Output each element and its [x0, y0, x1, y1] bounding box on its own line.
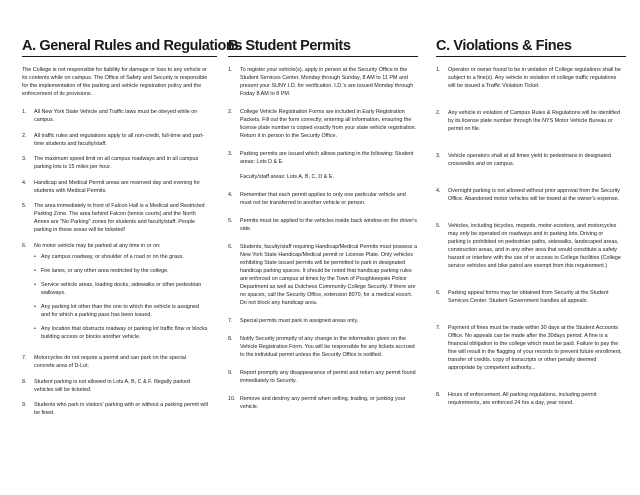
section-b-underline [228, 56, 418, 57]
section-a-list [22, 108, 208, 417]
section-c-title: C. Violations & Fines [436, 38, 572, 54]
list-item: 9. Report promptly any disappearance of permit and return any permit found immediately to Security. [228, 370, 416, 384]
section-violations-fines [436, 38, 622, 426]
list-item: 2. Any vehicle in violation of Campus Rules & Regulations will be identified by its license plate number through the NYS Motor Vehicle Bureau or permit on file. [436, 110, 620, 132]
list-item: 1. To register your vehicle(s), apply in person at the Security Office in the Student Services Center, Monday through Sunday, 8 AM to 11 PM and present your SUNY I.D. for verification. I.D.'s are issued Monday through Friday 8 AM to 8 PM. [228, 67, 414, 97]
list-item: 5. The area immediately in front of Falcon Hall is a Medical and Restricted Parking Zone. The area behind Falcon (tennis courts) and the North Annex are "No Parking" zones for students and faculty/staff. People parking in these areas will be ticketed! [22, 203, 205, 233]
section-a-intro: The College is not responsible for liability for damage or loss to any vehicle or its contents while on campus. The Office of Safety and Security is responsible for the implementation of the parking and vehicle registration policy and the enforcement of its provisions. [22, 67, 208, 97]
list-item: 6. Parking appeal forms may be obtained from Security at the Student Services Center. Student Government handles all appeals. [436, 290, 609, 304]
bullet-icon: • [34, 303, 36, 310]
list-item: 4. Remember that each permit applies to only one particular vehicle and must not be transferred to another vehicle or person. [228, 192, 406, 206]
faculty-staff-areas: Faculty/staff areas: Lots A, B, C, D & E. [240, 174, 334, 180]
list-item: 7. Payment of fines must be made within 30 days at the Student Accounts Office. No appeals can be made after the 30days period. A fine is a financial obligation to the college which must be paid. Failure to pay the fine will result in the flagging of your records to prevent future enrollment, transfer of credits, copy of transcripts or other penalty deemed appropriate by competent authority... [436, 325, 622, 371]
list-item: 3. The maximum speed limit on all campus roadways and in all campus parking lots is 15 miles per hour. [22, 156, 199, 170]
section-student-permits [228, 38, 418, 421]
list-item: 4. Overnight parking is not allowed without prior approval from the Security Office. Abandoned motor vehicles will be towed at the owner's expense. [436, 188, 620, 202]
list-item: 1. All New York State Vehicle and Traffic laws must be obeyed while on campus. [22, 109, 198, 123]
list-item: 8. Notify Security promptly of any change in the information given on the Vehicle Registration Form. You will be responsible for any tickets accrued to the individual permit unless the Security Office is notified. [228, 336, 415, 358]
bullet-icon: • [34, 325, 36, 332]
list-item: 9. Students who park in visitors' parking with or without a parking permit will be fined. [22, 402, 208, 416]
bullet-icon: • [34, 267, 36, 274]
list-item: 5. Vehicles, including bicycles, mopeds, motor-scooters, and motorcycles may only be operated on roadways and in parking lots. Driving or parking is prohibited on pedestrian paths, sidewalks, landscaped areas, construction areas, and in any other area that would constitute a safety hazard or interfere with the use of or access to College facilities (College service vehicles and bike patrol are exempt from this requirement.) [436, 223, 621, 269]
section-c-list [436, 66, 622, 407]
bullet-item: • Service vehicle areas, loading docks, sidewalks or other pedestrian walkways. [34, 281, 202, 296]
section-c-underline [436, 56, 626, 57]
section-general-rules [22, 38, 243, 425]
list-item: 7. Motorcycles do not require a permit and can park on the special concrete area of D-Lot. [22, 355, 186, 369]
list-item: 6. No motor vehicle may be parked at any time in or on: • Any campus roadway, or shoulder of a road or on the grass. • Fire lanes, or any other area restricted by the college. • Service vehicle areas, loading docks, sidewalks or other pedestrian walkways. • Any parking lot other than the one to which the vehicle is assigned and for which a parking pass has been issued. • Any location that obstructs roadway or parking lot traffic flow or blocks building access or blocks another vehicle. [22, 242, 208, 340]
list-item: 3. Parking permits are issued which allows parking in the following: Student areas: Lots D & E. Faculty/staff areas: Lots A, B, C, D & E. [228, 150, 418, 181]
list-item: 7. Special permits must park in assigned areas only. [228, 318, 359, 324]
list-item: 2. All traffic rules and regulations apply to all non-credit, full-time and part-time students and faculty/staff. [22, 132, 204, 147]
list-item: 4. Handicap and Medical Permit areas are reserved day and evening for students with Medical Permits. [22, 179, 201, 194]
section-a-underline [22, 56, 217, 57]
bullet-item: • Any parking lot other than the one to which the vehicle is assigned and for which a parking pass has been issued. [34, 303, 199, 318]
bullet-icon: • [34, 281, 36, 288]
list-item: 6. Students, faculty/staff requiring Handicap/Medical Permits must possess a New York State Handicap/Medical permit or License Plate. Only vehicles exhibiting State issued permits will be permitted to park in designated handicap parking spaces. It should be noted that handicap parking rules are enforced on campus at times by the Town of Poughkeepsie Police Department as well as Dutchess Community College Security. If there are no spaces, call the Security Office, extension 8070, for a medical escort. Do not block any handicap area. [228, 244, 417, 306]
list-item: 8. Hours of enforcement. All parking regulations, including permit requirements, are enforced 24 hrs a day, year round. [436, 392, 597, 406]
list-item: 3. Vehicle operators shall at all times yield to pedestrians in designated crosswalks and on campus. [436, 153, 612, 167]
list-item: 8. Student parking is not allowed in Lots A, B, C & F. Illegally parked vehicles will be ticketed. [22, 378, 190, 393]
list-item: 2. College Vehicle Registration Forms are included in Early Registration Packets. Fill out the form correctly; entering all information, ensuring the license plate number is copied exactly from your state vehicle registration. Return it in person to the Security Office. [228, 109, 417, 139]
section-b-list [228, 66, 418, 411]
list-item: 10. Remove and destroy any permit when selling, trading, or junking your vehicle. [228, 396, 406, 410]
section-b-title: B. Student Permits [228, 38, 351, 54]
no-parking-locations-list [34, 253, 208, 341]
bullet-item: • Any location that obstructs roadway or parking lot traffic flow or blocks building access or blocks another vehicle. [34, 325, 208, 340]
bullet-icon: • [34, 253, 36, 260]
bullet-item: • Fire lanes, or any other area restricted by the college. [34, 267, 169, 274]
bullet-item: • Any campus roadway, or shoulder of a road or on the grass. [34, 253, 184, 260]
list-item: 5. Permits must be applied to the vehicles inside back window on the driver's side. [228, 218, 417, 232]
section-a-title: A. General Rules and Regulations [22, 38, 243, 54]
list-item: 1. Operator or owner found to be in violation of College regulations shall be subject to a fine(s). Any vehicle in violation of college traffic regulations will be issued a Traffic Violation Ticket. [436, 67, 621, 89]
